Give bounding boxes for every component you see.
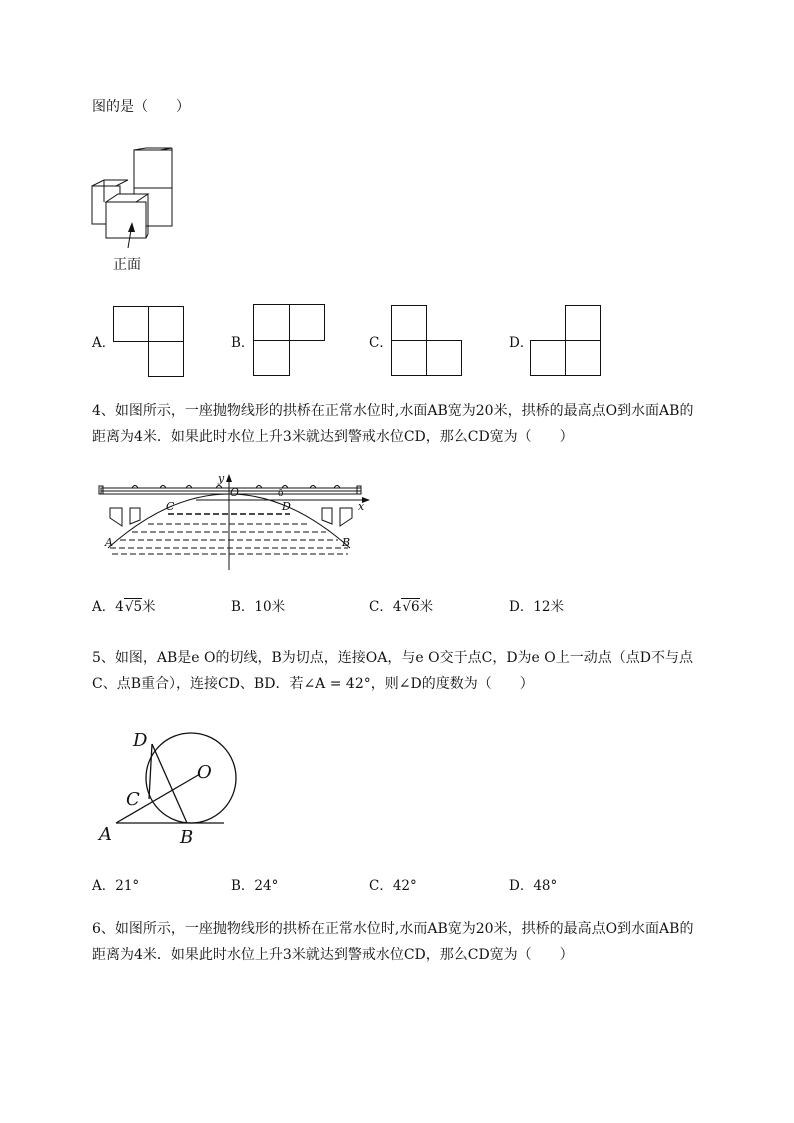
fig5-label-a: A [99, 824, 112, 845]
fig4-label-d: D [282, 500, 291, 513]
fig5-label-d: D [133, 730, 148, 751]
q3-option-c-view [391, 305, 463, 377]
fig4-label-c: C [166, 500, 175, 513]
q3-option-c-label[interactable]: C． [369, 335, 393, 351]
fig5-label-c: C [126, 789, 140, 810]
fig4-label-o: O [230, 486, 240, 499]
q4-option-a[interactable] [92, 598, 156, 616]
q3-question-tail: 图的是（ ） [92, 99, 190, 115]
q5-option-b[interactable]: B．24° [231, 878, 279, 894]
fig5-label-o: O [197, 762, 212, 783]
fig4-label-y: y [218, 472, 225, 485]
q3-option-a-view [113, 306, 185, 378]
arch-bridge-figure [96, 474, 376, 584]
q3-option-b-view [253, 304, 325, 376]
q5-question-line2: C、点B重合），连接CD、BD．若∠A = 42°，则∠D的度数为（ ） [92, 676, 534, 692]
fig4-label-a: A [105, 536, 113, 549]
q5-option-d[interactable]: D．48° [509, 878, 558, 894]
q5-question-line1: 5、如图，AB是e O的切线，B为切点，连接OA，与e O交于点C，D为e O上一动点（点D不与点 [92, 650, 693, 666]
fig4-label-small: ō [278, 489, 284, 499]
fig5-label-b: B [180, 827, 194, 848]
q4-option-a-unit: 米 [142, 599, 156, 615]
cube-stack-figure [88, 144, 188, 274]
q5-option-a[interactable]: A．21° [92, 878, 140, 894]
tangent-circle-figure [96, 724, 256, 854]
q4-option-d[interactable]: D．12米 [509, 599, 565, 615]
q3-option-d-view [530, 305, 602, 377]
q4-option-c-prefix: C．4 [369, 599, 402, 615]
q3-option-d-label[interactable]: D． [509, 335, 534, 351]
q6-question-line2: 距离为4米．如果此时水位上升3米就达到警戒水位CD，那么CD宽为（ ） [92, 947, 574, 963]
front-view-label: 正面 [113, 257, 141, 273]
q4-option-c-radicand: √6 [402, 599, 420, 615]
q3-option-a-label[interactable]: A． [92, 335, 116, 351]
q6-question-line1: 6、如图所示，一座抛物线形的拱桥在正常水位时,水而AB宽为20米，拱桥的最高点O到水面AB的 [92, 921, 694, 937]
q3-option-b-label[interactable]: B． [231, 335, 255, 351]
q4-option-b[interactable]: B．10米 [231, 599, 286, 615]
q4-option-c-unit: 米 [419, 599, 434, 615]
q4-option-a-radicand: √5 [124, 599, 143, 615]
fig4-label-b: B [342, 536, 351, 549]
q4-question-line1: 4、如图所示，一座抛物线形的拱桥在正常水位时,水面AB宽为20米，拱桥的最高点O到水面AB的 [92, 403, 694, 419]
q5-option-c[interactable]: C．42° [369, 878, 417, 894]
q4-question-line2: 距离为4米．如果此时水位上升3米就达到警戒水位CD，那么CD宽为（ ） [92, 429, 574, 445]
q4-option-a-prefix: A．4 [92, 599, 124, 615]
fig4-label-x: x [358, 500, 365, 513]
q4-option-c[interactable] [369, 598, 433, 616]
